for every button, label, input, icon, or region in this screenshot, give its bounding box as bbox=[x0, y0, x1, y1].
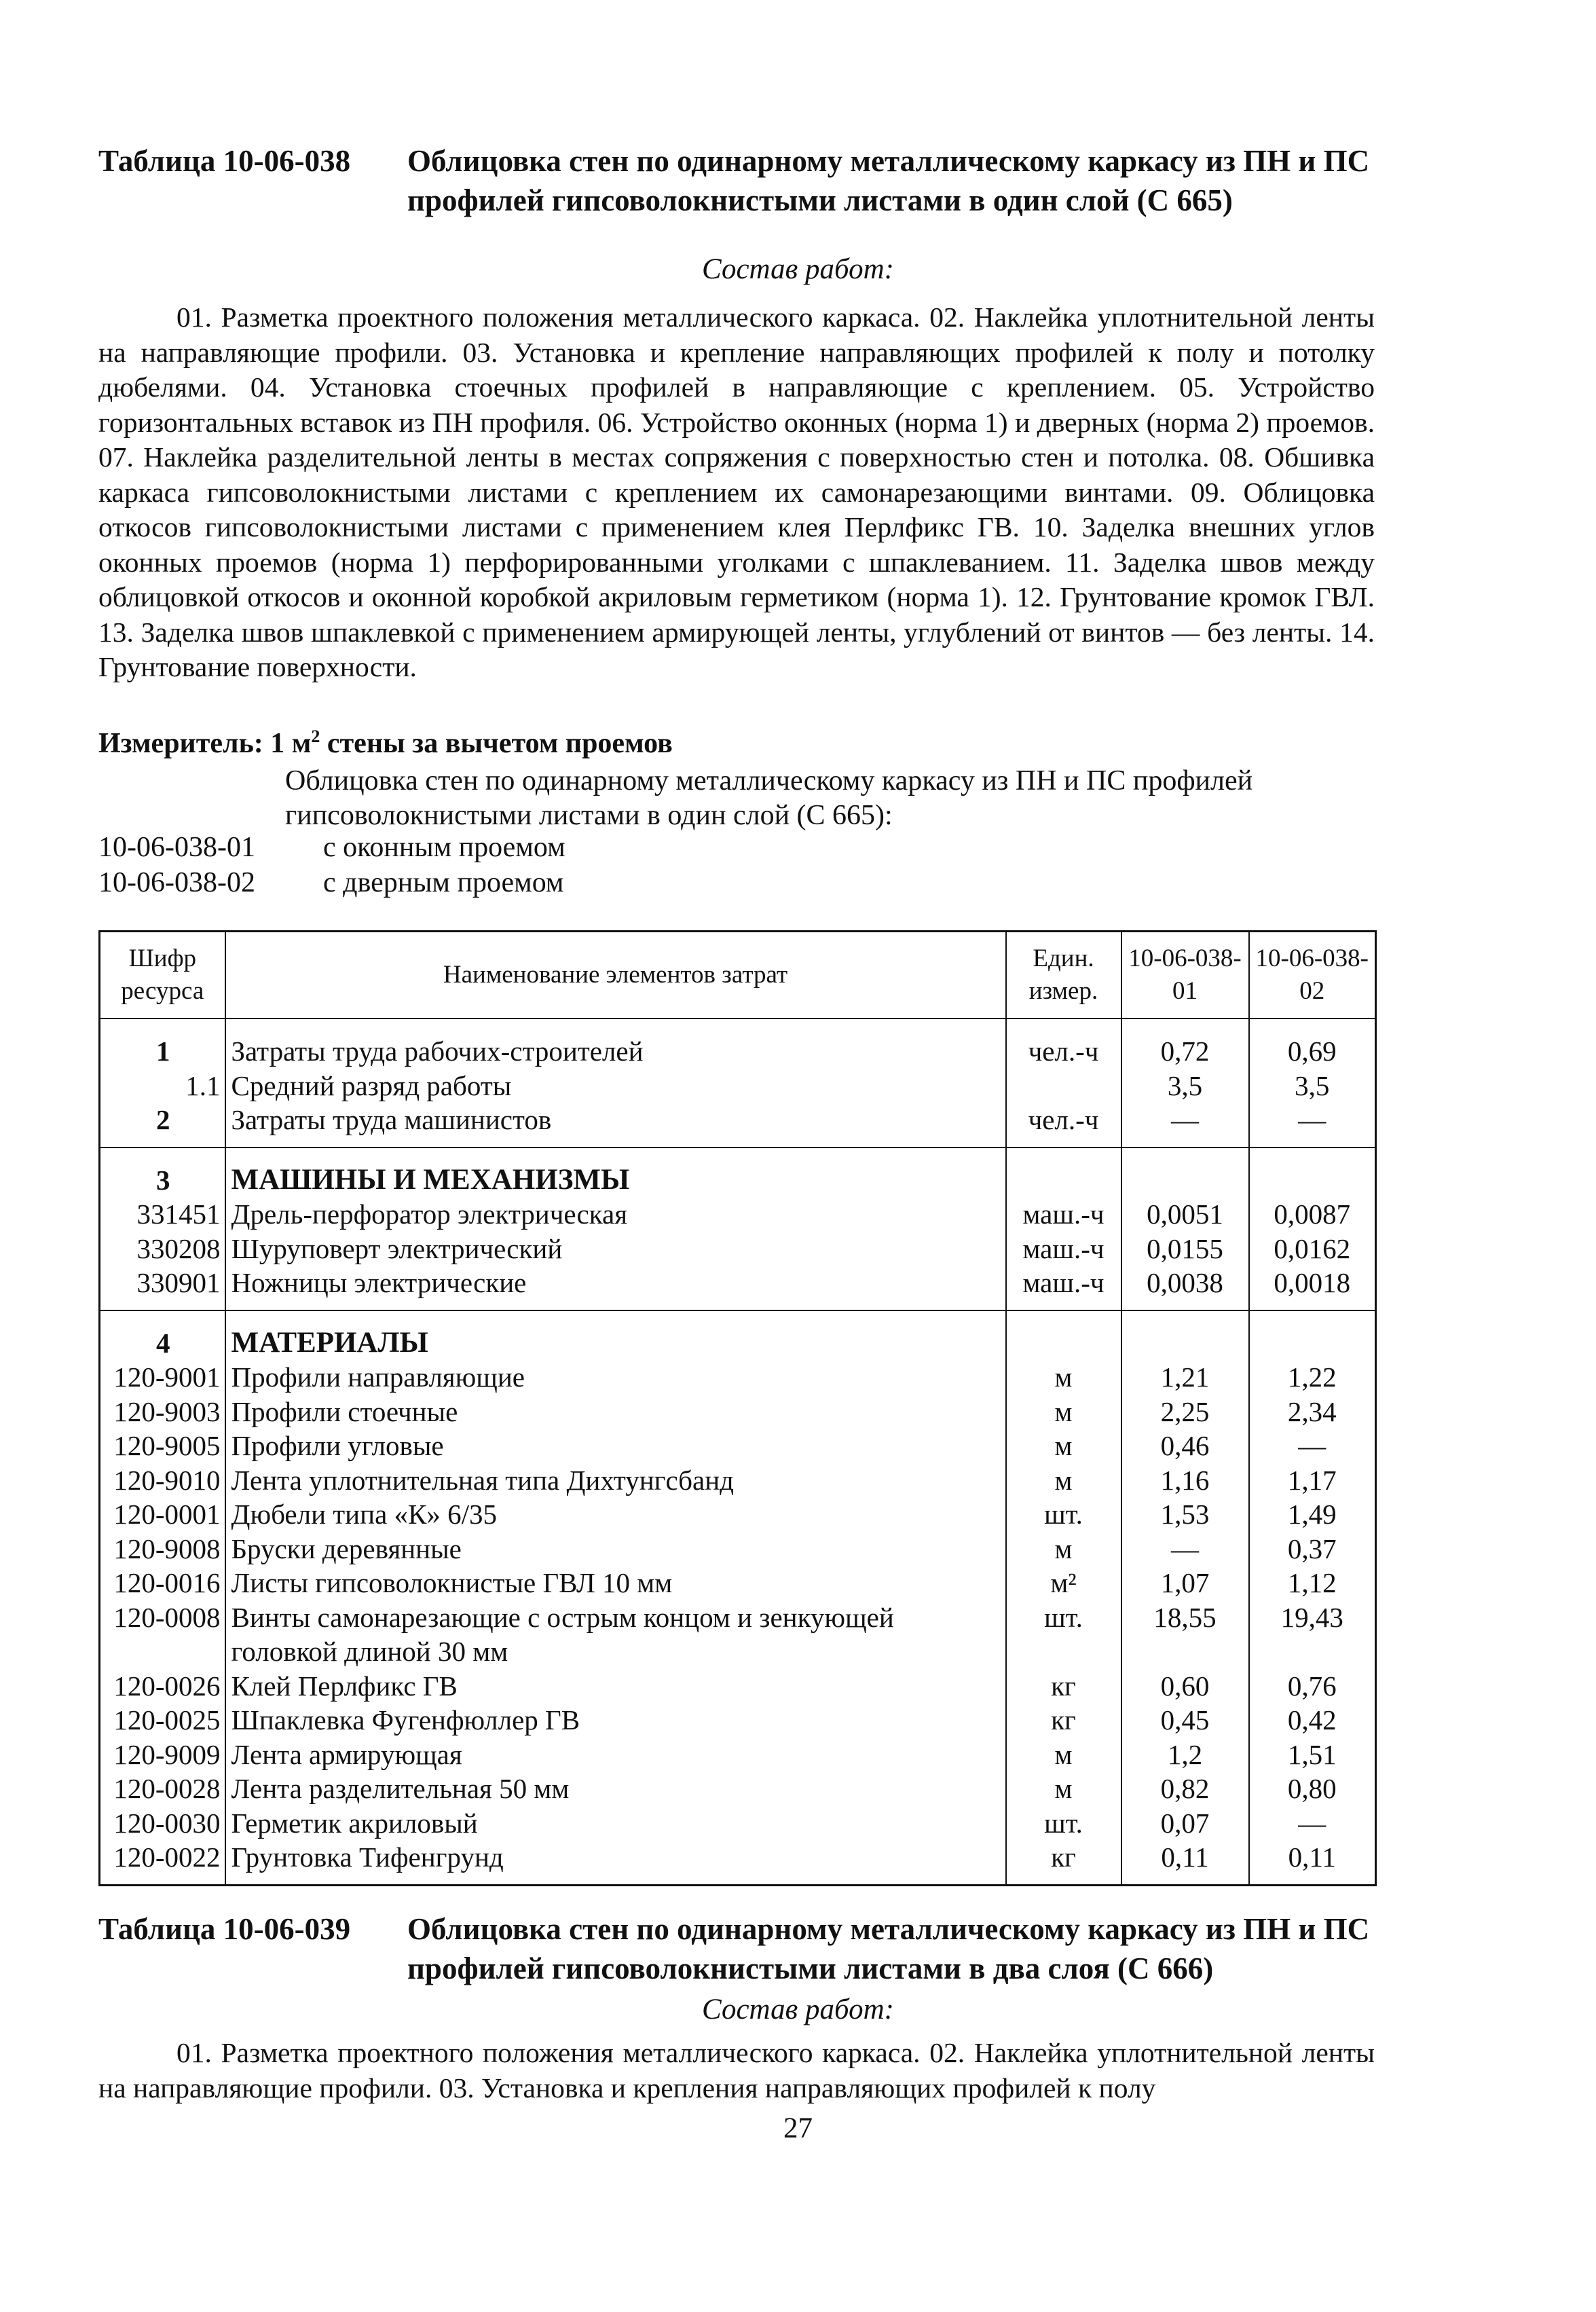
resource-table bbox=[98, 930, 1377, 1886]
resource-code-cell: 120-0030 bbox=[100, 1806, 225, 1841]
resource-name-cell: Профили направляющие bbox=[225, 1360, 1006, 1395]
table-row bbox=[100, 1395, 1376, 1429]
resource-name-cell: Затраты труда рабочих-строителей bbox=[225, 1019, 1006, 1069]
norm-1-value-cell: 2,25 bbox=[1121, 1395, 1249, 1429]
norm-1-value-cell: 1,21 bbox=[1121, 1360, 1249, 1395]
unit-cell: кг bbox=[1006, 1703, 1121, 1738]
table-2-number: Таблица 10-06-039 bbox=[98, 1912, 351, 1946]
norm-1-value-cell: 0,60 bbox=[1121, 1669, 1249, 1704]
norm-1-value-cell: 1,07 bbox=[1121, 1566, 1249, 1600]
norm-1-value-cell: 0,0051 bbox=[1121, 1197, 1249, 1232]
norm-2-value-cell: 0,11 bbox=[1249, 1840, 1376, 1885]
norm-1-value-cell: 0,46 bbox=[1121, 1429, 1249, 1463]
table-row bbox=[100, 1360, 1376, 1395]
table-row bbox=[100, 1703, 1376, 1738]
norm-2-value-cell: 0,0087 bbox=[1249, 1197, 1376, 1232]
measurer-line bbox=[98, 727, 673, 760]
header-code: Шифр ресурса bbox=[100, 932, 225, 1019]
norm-1-value-cell: 0,07 bbox=[1121, 1806, 1249, 1841]
norm-1-value-cell: 0,0038 bbox=[1121, 1266, 1249, 1310]
resource-name-cell: Бруски деревянные bbox=[225, 1532, 1006, 1566]
norm-2-value-cell: 1,49 bbox=[1249, 1497, 1376, 1532]
norm-2-value-cell: 0,0018 bbox=[1249, 1266, 1376, 1310]
table-row bbox=[100, 1669, 1376, 1704]
table-2-works-heading: Состав работ: bbox=[702, 1994, 894, 2025]
unit-cell: чел.-ч bbox=[1006, 1019, 1121, 1069]
resource-name-cell: Клей Перлфикс ГВ bbox=[225, 1669, 1006, 1704]
unit-cell bbox=[1006, 1069, 1121, 1103]
unit-cell: маш.-ч bbox=[1006, 1197, 1121, 1232]
table-row bbox=[100, 1103, 1376, 1148]
resource-name-cell: Герметик акриловый bbox=[225, 1806, 1006, 1841]
resource-code-cell: 120-0008 bbox=[100, 1600, 225, 1669]
table-row bbox=[100, 1840, 1376, 1885]
norm-name: с дверным проемом bbox=[323, 867, 564, 898]
norm-1-value-cell bbox=[1121, 1148, 1249, 1198]
norm-2-value-cell: 0,80 bbox=[1249, 1772, 1376, 1806]
resource-code-cell: 120-9003 bbox=[100, 1395, 225, 1429]
table-row bbox=[100, 1600, 1376, 1669]
norm-name: с оконным проемом bbox=[323, 832, 565, 863]
resource-code-cell: 120-9010 bbox=[100, 1463, 225, 1498]
resource-table-body bbox=[100, 1019, 1376, 1885]
resource-code-cell: 3 bbox=[100, 1148, 225, 1198]
resource-code-cell: 120-0028 bbox=[100, 1772, 225, 1806]
resource-name-cell: Дюбели типа «К» 6/35 bbox=[225, 1497, 1006, 1532]
resource-name-cell: Средний разряд работы bbox=[225, 1069, 1006, 1103]
table-row bbox=[100, 1429, 1376, 1463]
table-row bbox=[100, 1738, 1376, 1772]
norm-2-value-cell bbox=[1249, 1310, 1376, 1361]
table-row bbox=[100, 1019, 1376, 1069]
table-row bbox=[100, 1772, 1376, 1806]
resource-name-cell: Лента уплотнительная типа Дихтунгсбанд bbox=[225, 1463, 1006, 1498]
norm-2-value-cell: 1,12 bbox=[1249, 1566, 1376, 1600]
resource-code-cell: 1.1 bbox=[100, 1069, 225, 1103]
unit-cell: м² bbox=[1006, 1566, 1121, 1600]
header-norm-2: 10-06-038-02 bbox=[1249, 932, 1376, 1019]
norm-2-value-cell: 0,76 bbox=[1249, 1669, 1376, 1704]
table-row bbox=[100, 1266, 1376, 1310]
measurer-prefix: Измеритель: 1 м bbox=[98, 728, 312, 759]
table-1-works-heading: Состав работ: bbox=[702, 253, 894, 285]
unit-cell: м bbox=[1006, 1395, 1121, 1429]
norm-1-value-cell: 1,16 bbox=[1121, 1463, 1249, 1498]
header-name: Наименование элементов затрат bbox=[225, 932, 1006, 1019]
norm-2-value-cell: 1,51 bbox=[1249, 1738, 1376, 1772]
unit-cell: маш.-ч bbox=[1006, 1266, 1121, 1310]
resource-name-cell: Грунтовка Тифенгрунд bbox=[225, 1840, 1006, 1885]
norm-1-value-cell bbox=[1121, 1310, 1249, 1361]
table-1-works-text: 01. Разметка проектного положения металлического каркаса. 02. Наклейка уплотнительной ленты на направляющие профили. 03. Установка и крепление направляющих профилей к полу и потолку дюбелями. 04. Установка стоечных профилей в направляющие с креплением. 05. Устройство горизонтальных вставок из ПН профиля. 06. Устройство оконных (норма 1) и дверных (норма 2) проемов. 07. Наклейка разделительной ленты в местах сопряжения с поверхностью стен и потолка. 08. Обшивка каркаса гипсоволокнистыми листами с креплением их самонарезающими винтами. 09. Облицовка откосов гипсоволокнистыми листами с применением клея Перлфикс ГВ. 10. Заделка внешних углов оконных проемов (норма 1) перфорированными уголками с шпаклеванием. 11. Заделка швов между облицовкой откосов и оконной коробкой акриловым герметиком (норма 1). 12. Грунтование кромок ГВЛ. 13. Заделка швов шпаклевкой с применением армирующей ленты, углублений от винтов — без ленты. 14. Грунтование поверхности. bbox=[98, 301, 1375, 682]
norm-code: 10-06-038-02 bbox=[98, 867, 255, 898]
norm-2-value-cell: 0,42 bbox=[1249, 1703, 1376, 1738]
unit-cell: кг bbox=[1006, 1669, 1121, 1704]
unit-cell bbox=[1006, 1310, 1121, 1361]
norm-2-value-cell: 1,22 bbox=[1249, 1360, 1376, 1395]
resource-name-cell: Лента разделительная 50 мм bbox=[225, 1772, 1006, 1806]
resource-code-cell: 120-0026 bbox=[100, 1669, 225, 1704]
resource-code-cell: 120-0025 bbox=[100, 1703, 225, 1738]
unit-cell: м bbox=[1006, 1772, 1121, 1806]
resource-code-cell: 120-9001 bbox=[100, 1360, 225, 1395]
header-unit: Един. измер. bbox=[1006, 932, 1121, 1019]
unit-cell: шт. bbox=[1006, 1806, 1121, 1841]
norm-1-value-cell: 18,55 bbox=[1121, 1600, 1249, 1669]
table-2-title: Облицовка стен по одинарному металлическому каркасу из ПН и ПС профилей гипсоволокнистыми листами в два слоя (С 666) bbox=[407, 1912, 1370, 1985]
norm-2-value-cell: 1,17 bbox=[1249, 1463, 1376, 1498]
norm-2-value-cell: — bbox=[1249, 1429, 1376, 1463]
table-2-works-text: 01. Разметка проектного положения металлического каркаса. 02. Наклейка уплотнительной ленты на направляющие профили. 03. Установка и крепления направляющих профилей к полу bbox=[98, 2037, 1375, 2104]
norm-2-value-cell: — bbox=[1249, 1103, 1376, 1148]
norm-2-value-cell: 0,69 bbox=[1249, 1019, 1376, 1069]
norm-2-value-cell: 0,0162 bbox=[1249, 1232, 1376, 1266]
table-row bbox=[100, 1806, 1376, 1841]
resource-name-cell: Шуруповерт электрический bbox=[225, 1232, 1006, 1266]
unit-cell: шт. bbox=[1006, 1497, 1121, 1532]
resource-name-cell: Лента армирующая bbox=[225, 1738, 1006, 1772]
resource-code-cell: 1 bbox=[100, 1019, 225, 1069]
table-row bbox=[100, 1463, 1376, 1498]
table-row bbox=[100, 1532, 1376, 1566]
resource-name-cell: Дрель-перфоратор электрическая bbox=[225, 1197, 1006, 1232]
unit-cell: м bbox=[1006, 1360, 1121, 1395]
unit-cell: м bbox=[1006, 1532, 1121, 1566]
unit-cell: чел.-ч bbox=[1006, 1103, 1121, 1148]
resource-code-cell: 330901 bbox=[100, 1266, 225, 1310]
resource-code-cell: 120-0022 bbox=[100, 1840, 225, 1885]
norm-1-value-cell: 0,0155 bbox=[1121, 1232, 1249, 1266]
norm-2-value-cell: 3,5 bbox=[1249, 1069, 1376, 1103]
resource-code-cell: 120-0001 bbox=[100, 1497, 225, 1532]
table-row bbox=[100, 1069, 1376, 1103]
resource-name-cell: Листы гипсоволокнистые ГВЛ 10 мм bbox=[225, 1566, 1006, 1600]
norm-description: Облицовка стен по одинарному металлическому каркасу из ПН и ПС профилей гипсоволокнистыми листами в один слой (С 665): bbox=[285, 765, 1253, 831]
resource-name-cell: Шпаклевка Фугенфюллер ГВ bbox=[225, 1703, 1006, 1738]
table-row bbox=[100, 1232, 1376, 1266]
table-row bbox=[100, 1197, 1376, 1232]
table-row bbox=[100, 1566, 1376, 1600]
norm-2-value-cell bbox=[1249, 1148, 1376, 1198]
resource-code-cell: 330208 bbox=[100, 1232, 225, 1266]
norm-1-value-cell: 1,2 bbox=[1121, 1738, 1249, 1772]
unit-cell: шт. bbox=[1006, 1600, 1121, 1669]
norm-2-value-cell: 19,43 bbox=[1249, 1600, 1376, 1669]
norm-1-value-cell: — bbox=[1121, 1532, 1249, 1566]
section-row bbox=[100, 1148, 1376, 1198]
unit-cell: м bbox=[1006, 1738, 1121, 1772]
measurer-suffix: стены за вычетом проемов bbox=[320, 728, 673, 759]
page-number: 27 bbox=[783, 2112, 813, 2144]
table-1-title: Облицовка стен по одинарному металлическому каркасу из ПН и ПС профилей гипсоволокнистыми листами в один слой (С 665) bbox=[407, 144, 1370, 217]
norm-1-value-cell: 0,45 bbox=[1121, 1703, 1249, 1738]
norm-1-value-cell: 0,82 bbox=[1121, 1772, 1249, 1806]
resource-name-cell: Затраты труда машинистов bbox=[225, 1103, 1006, 1148]
unit-cell: м bbox=[1006, 1463, 1121, 1498]
resource-code-cell: 120-0016 bbox=[100, 1566, 225, 1600]
norm-code: 10-06-038-01 bbox=[98, 832, 255, 863]
table-header-row bbox=[100, 932, 1376, 1019]
norm-1-value-cell: 3,5 bbox=[1121, 1069, 1249, 1103]
resource-name-cell: МАШИНЫ И МЕХАНИЗМЫ bbox=[225, 1148, 1006, 1198]
section-row bbox=[100, 1310, 1376, 1361]
resource-name-cell: Профили угловые bbox=[225, 1429, 1006, 1463]
unit-cell bbox=[1006, 1148, 1121, 1198]
resource-code-cell: 4 bbox=[100, 1310, 225, 1361]
resource-code-cell: 120-9005 bbox=[100, 1429, 225, 1463]
resource-name-cell: МАТЕРИАЛЫ bbox=[225, 1310, 1006, 1361]
norm-2-value-cell: 0,37 bbox=[1249, 1532, 1376, 1566]
resource-name-cell: Ножницы электрические bbox=[225, 1266, 1006, 1310]
resource-code-cell: 120-9008 bbox=[100, 1532, 225, 1566]
table-row bbox=[100, 1497, 1376, 1532]
norm-1-value-cell: 0,11 bbox=[1121, 1840, 1249, 1885]
unit-cell: маш.-ч bbox=[1006, 1232, 1121, 1266]
resource-code-cell: 120-9009 bbox=[100, 1738, 225, 1772]
table-1-number: Таблица 10-06-038 bbox=[98, 144, 351, 178]
norm-2-value-cell: 2,34 bbox=[1249, 1395, 1376, 1429]
resource-name-cell: Профили стоечные bbox=[225, 1395, 1006, 1429]
norm-2-value-cell: — bbox=[1249, 1806, 1376, 1841]
unit-cell: м bbox=[1006, 1429, 1121, 1463]
norm-1-value-cell: 1,53 bbox=[1121, 1497, 1249, 1532]
measurer-superscript: 2 bbox=[311, 727, 320, 746]
norm-1-value-cell: — bbox=[1121, 1103, 1249, 1148]
resource-code-cell: 2 bbox=[100, 1103, 225, 1148]
unit-cell: кг bbox=[1006, 1840, 1121, 1885]
resource-name-cell: Винты самонарезающие с острым концом и зенкующей головкой длиной 30 мм bbox=[225, 1600, 1006, 1669]
header-norm-1: 10-06-038-01 bbox=[1121, 932, 1249, 1019]
resource-code-cell: 331451 bbox=[100, 1197, 225, 1232]
norm-1-value-cell: 0,72 bbox=[1121, 1019, 1249, 1069]
